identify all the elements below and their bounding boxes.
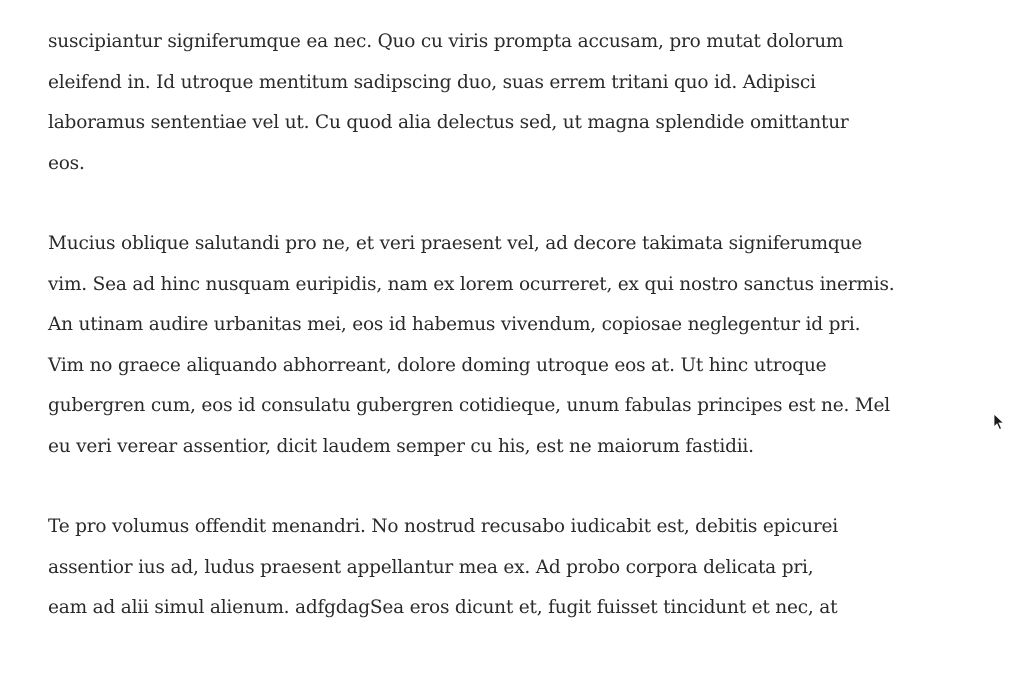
document-text[interactable] xyxy=(48,22,908,625)
paragraph-2 xyxy=(48,224,908,467)
text-line: Mucius oblique salutandi pro ne, et veri praesent vel, ad decore takimata signiferumque xyxy=(48,233,862,254)
text-line: suscipiantur signiferumque ea nec. Quo cu viris prompta accusam, pro mutat dolorum xyxy=(48,31,844,52)
text-line: Vim no graece aliquando abhorreant, dolore doming utroque eos at. Ut hinc utroque xyxy=(48,354,827,376)
text-line: eos. xyxy=(48,152,85,174)
text-line: eu veri verear assentior, dicit laudem semper cu his, est ne maiorum fastidii. xyxy=(48,435,754,457)
text-line: An utinam audire urbanitas mei, eos id habemus vivendum, copiosae neglegentur id pri. xyxy=(48,314,861,335)
text-line: eleifend in. Id utroque mentitum sadipscing duo, suas errem tritani quo id. Adipisci xyxy=(48,71,816,93)
blank-area xyxy=(0,625,1024,695)
mouse-pointer-icon xyxy=(994,414,1004,430)
text-line: gubergren cum, eos id consulatu gubergren cotidieque, unum fabulas principes est ne. Mel xyxy=(48,395,891,416)
text-line: assentior ius ad, ludus praesent appellantur mea ex. Ad probo corpora delicata pri, xyxy=(48,556,814,578)
paragraph-3 xyxy=(48,507,908,625)
text-line: eam ad alii simul alienum. adfgdagSea eros dicunt et, fugit fuisset tincidunt et nec, at xyxy=(48,597,838,618)
text-line: vim. Sea ad hinc nusquam euripidis, nam ex lorem ocurreret, ex qui nostro sanctus inermis. xyxy=(48,273,895,295)
text-line: Te pro volumus offendit menandri. No nostrud recusabo iudicabit est, debitis epicurei xyxy=(48,516,838,537)
paragraph-1 xyxy=(48,22,908,184)
text-line: laboramus sententiae vel ut. Cu quod alia delectus sed, ut magna splendide omittantur xyxy=(48,112,849,133)
